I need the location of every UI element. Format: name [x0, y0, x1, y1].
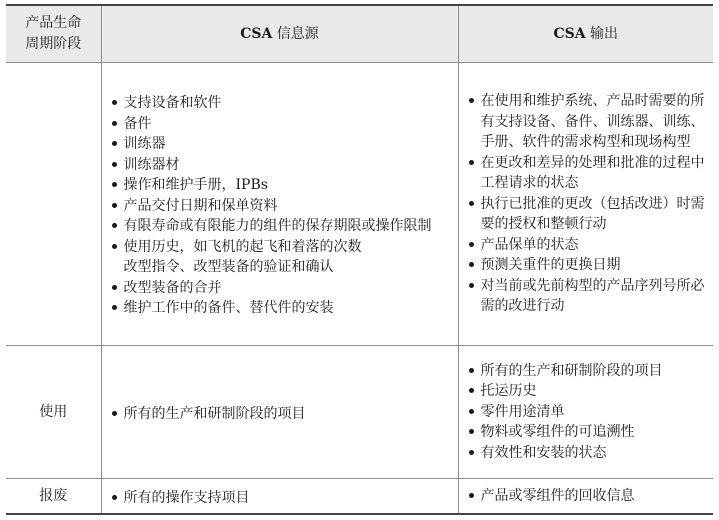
source-cell: [101, 479, 458, 515]
list-item: 产品保单的状态: [467, 235, 706, 256]
source-cell: [101, 346, 458, 479]
table-row: [6, 346, 713, 479]
list-item: 改型装备的合并: [110, 278, 450, 299]
list-item: 产品或零组件的回收信息: [467, 486, 706, 507]
list-item: 零件用途清单: [467, 402, 706, 423]
csa-lifecycle-table: [6, 4, 713, 515]
list-item: 对当前或先前构型的产品序列号所必需的改进行动: [467, 276, 706, 317]
output-cell: [458, 479, 713, 515]
output-list: [459, 486, 714, 507]
list-item: 训练器材: [110, 155, 450, 176]
stage-cell: [6, 63, 101, 346]
list-item: 在使用和维护系统、产品时需要的所有支持设备、备件、训练器、训练、手册、软件的需求构型和现场构型: [467, 91, 706, 153]
output-cell: [458, 346, 713, 479]
header-source-prefix: CSA: [240, 25, 273, 42]
list-item: 物料或零组件的可追溯性: [467, 422, 706, 443]
header-csa-output: [458, 5, 713, 63]
list-item: 产品交付日期和保单资料: [110, 196, 450, 217]
list-item: 托运历史: [467, 381, 706, 402]
stage-cell: 使用: [6, 346, 101, 479]
table-row: [6, 479, 713, 515]
list-item: 使用历史，如飞机的起飞和着落的次数: [110, 237, 450, 258]
list-item: 训练器: [110, 134, 450, 155]
source-list: [102, 484, 458, 509]
header-stage-line1: 产品生命: [25, 15, 82, 31]
list-item: 有限寿命或有限能力的组件的保存期限或操作限制: [110, 216, 450, 237]
list-item: 执行已批准的更改（包括改进）时需要的授权和整顿行动: [467, 194, 706, 235]
list-item: 所有的操作支持项目: [110, 488, 450, 509]
list-item: 改型指令、改型装备的验证和确认: [123, 259, 334, 276]
source-cell: [101, 63, 458, 346]
source-list: [102, 400, 458, 425]
output-cell: [458, 63, 713, 346]
stage-cell: 报废: [6, 479, 101, 515]
header-lifecycle-stage: [6, 5, 101, 63]
list-item: 备件: [110, 114, 450, 135]
header-csa-source: [101, 5, 458, 63]
list-item: 所有的生产和研制阶段的项目: [467, 361, 706, 382]
header-row: [6, 5, 713, 63]
list-item: 所有的生产和研制阶段的项目: [110, 404, 450, 425]
table-row: [6, 63, 713, 346]
list-item: 支持设备和软件: [110, 93, 450, 114]
output-list: [459, 361, 714, 464]
list-item: 操作和维护手册，IPBs: [110, 175, 450, 196]
output-list: [459, 91, 714, 317]
list-item: 维护工作中的备件、替代件的安装: [110, 298, 450, 319]
list-item: 预测关重件的更换日期: [467, 255, 706, 276]
header-output-prefix: CSA: [553, 25, 586, 42]
header-stage-line2: 周期阶段: [25, 36, 82, 52]
source-list: [102, 89, 458, 319]
header-output-suffix: 输出: [585, 25, 619, 42]
list-item: 有效性和安装的状态: [467, 443, 706, 464]
header-source-suffix: 信息源: [272, 25, 319, 42]
list-item: 在更改和差异的处理和批准的过程中工程请求的状态: [467, 153, 706, 194]
